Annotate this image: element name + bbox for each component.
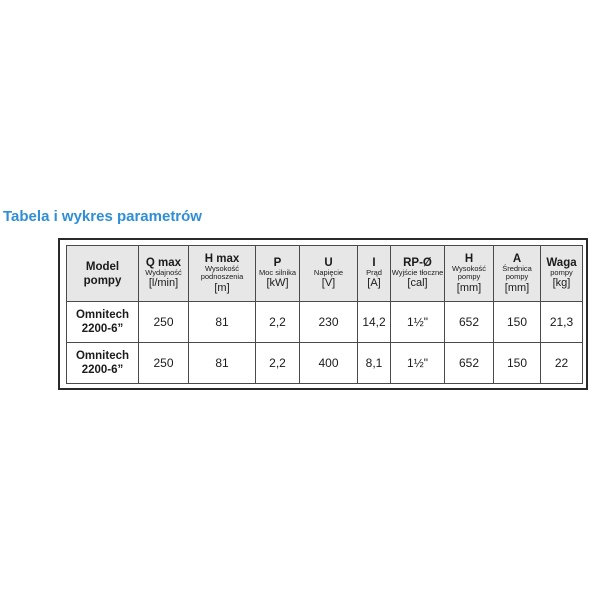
table-cell: 652 [445,302,494,343]
table-cell: 8,1 [358,343,391,384]
column-symbol: Q max [145,256,182,269]
column-unit: [kg] [552,277,571,290]
table-cell: 14,2 [358,302,391,343]
column-symbol: I [372,256,376,269]
table-cell: 1½" [391,302,445,343]
column-header-diameter [494,246,541,302]
column-symbol: H max [204,252,240,265]
table-cell: 21,3 [541,302,583,343]
column-label: Wydajność [145,267,182,277]
column-label: pompy [550,267,573,277]
table-row [67,302,583,343]
model-cell [67,302,139,343]
column-label: Prąd [366,267,382,277]
table-cell: 150 [494,343,541,384]
table-cell: 150 [494,302,541,343]
model-variant: 2200-6” [81,364,124,376]
parameters-table [66,245,583,384]
column-unit: [cal] [407,277,428,290]
column-header-current [358,246,391,302]
model-header-line1: Model [85,260,120,273]
page-title: Tabela i wykres parametrów [3,208,202,225]
column-unit: [m] [214,281,230,294]
table-cell: 250 [139,343,189,384]
table-cell: 81 [189,302,256,343]
column-symbol: H [464,252,474,265]
table-cell: 1½" [391,343,445,384]
column-unit: [V] [321,277,336,290]
table-cell: 230 [300,302,358,343]
column-header-weight [541,246,583,302]
column-symbol: U [324,256,333,269]
column-label: Wysokość podnoszenia [200,263,244,281]
column-header-qmax [139,246,189,302]
table-cell: 81 [189,343,256,384]
column-symbol: P [273,256,282,269]
table-cell: 2,2 [256,343,300,384]
column-unit: [A] [367,277,381,290]
model-name: Omnitech [75,309,130,321]
model-cell [67,343,139,384]
table-cell: 22 [541,343,583,384]
column-unit: [l/min] [148,277,179,290]
table-row [67,343,583,384]
table-cell: 2,2 [256,302,300,343]
column-header-pump-height [445,246,494,302]
model-header-line2: pompy [83,274,122,287]
column-symbol: RP-Ø [403,256,432,269]
table-cell: 400 [300,343,358,384]
column-header-voltage [300,246,358,302]
model-name: Omnitech [75,350,130,362]
column-header-outlet [391,246,445,302]
column-unit: [mm] [504,281,530,294]
column-label: Średnica pompy [502,263,532,281]
column-symbol: A [512,252,522,265]
table-header-row [67,246,583,302]
column-header-hmax [189,246,256,302]
column-header-model [67,246,139,302]
column-label: Wysokość pompy [451,263,487,281]
table-cell: 652 [445,343,494,384]
column-unit: [mm] [456,281,482,294]
column-label: Moc silnika [258,267,297,277]
column-symbol: Waga [546,256,577,269]
table-cell: 250 [139,302,189,343]
column-unit: [kW] [266,277,289,290]
column-label: Wyjście tłoczne [391,267,444,277]
column-header-power [256,246,300,302]
parameters-table-frame [58,238,588,390]
column-label: Napięcie [313,267,344,277]
model-variant: 2200-6” [81,323,124,335]
